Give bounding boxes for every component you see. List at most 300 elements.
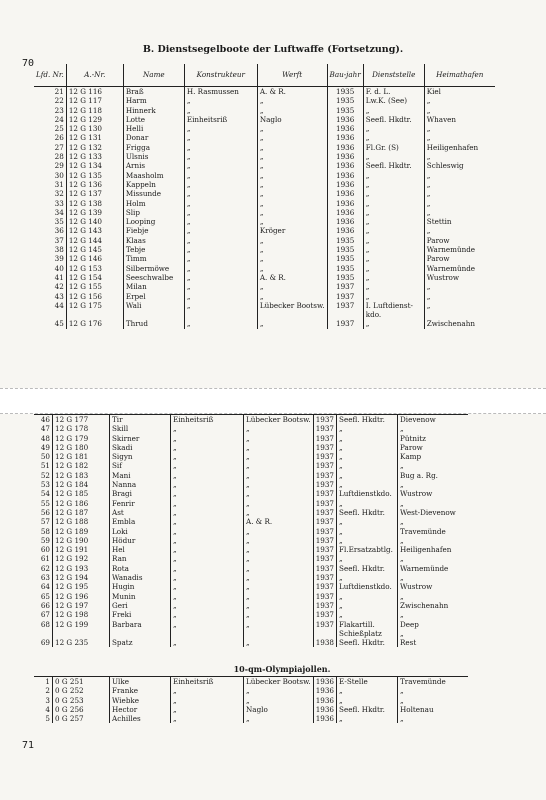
table-cell: „ — [337, 461, 398, 470]
table-cell: 4 — [34, 705, 53, 714]
table-cell: 55 — [34, 499, 53, 508]
table-cell: 56 — [34, 508, 53, 517]
table-cell: Looping — [123, 217, 184, 226]
table-cell: Einheitsriß — [184, 115, 257, 124]
table-cell: „ — [184, 96, 257, 105]
table-cell: Deep — [400, 619, 419, 629]
table-cell: „ — [171, 610, 244, 619]
table-cell: Ulke — [110, 677, 171, 687]
table-cell: 12 G 175 — [66, 301, 123, 310]
table-cell: „ — [244, 424, 314, 433]
table-cell: 12 G 116 — [66, 87, 123, 97]
table-cell: 32 — [34, 189, 66, 198]
table-cell: Wustrow — [426, 272, 459, 282]
table-cell: „ — [244, 461, 314, 470]
table-row — [34, 189, 495, 198]
table-cell: Sif — [110, 461, 171, 470]
table-cell: „ — [244, 696, 314, 705]
table-cell: „ — [184, 124, 257, 133]
table-cell: „ — [257, 106, 327, 115]
table-cell: Missunde — [123, 189, 184, 198]
table-cell: 1937 — [313, 452, 336, 461]
table-row — [34, 527, 468, 536]
table-cell: 1936 — [313, 714, 336, 723]
table-cell: 67 — [34, 610, 53, 619]
table-cell: Hector — [110, 705, 171, 714]
table-cell: 24 — [34, 115, 66, 124]
table-cell: „ — [337, 686, 398, 695]
table-row — [34, 508, 468, 517]
table-cell: „ — [257, 208, 327, 217]
table-cell: „ — [257, 236, 327, 245]
table-row — [34, 714, 468, 723]
table-cell: „ — [426, 152, 431, 162]
table-cell: 12 G 133 — [66, 152, 123, 161]
table-cell: „ — [171, 452, 244, 461]
table-cell: 48 — [34, 434, 53, 443]
table-cell: Embla — [110, 517, 171, 526]
table-cell: 5 — [34, 714, 53, 723]
table-cell: West-Dievenow — [400, 507, 456, 517]
table-cell: Warnemünde — [426, 263, 476, 273]
table-cell: „ — [337, 424, 398, 433]
column-header: Bau-jahr — [327, 64, 363, 87]
table-cell: „ — [363, 189, 424, 198]
table-cell: „ — [184, 152, 257, 161]
table-cell: 33 — [34, 199, 66, 208]
column-header: Heimathafen — [424, 64, 495, 87]
table-cell: Travemünde — [398, 677, 469, 687]
table-cell: Skill — [110, 424, 171, 433]
table-cell: „ — [171, 471, 244, 480]
table-cell: „ — [257, 124, 327, 133]
table-cell: „ — [337, 443, 398, 452]
table-cell: Klaas — [123, 236, 184, 245]
table-row — [34, 471, 468, 480]
table-cell: Flakartill. — [337, 620, 398, 629]
table-cell: „ — [244, 536, 314, 545]
table-cell: Ran — [110, 554, 171, 563]
table-cell: 1937 — [313, 582, 336, 591]
table-cell: „ — [257, 245, 327, 254]
table-cell: Einheitsriß — [171, 677, 244, 687]
table-cell: 53 — [34, 480, 53, 489]
table-cell: Thrud — [123, 319, 184, 328]
table-cell: „ — [363, 226, 424, 235]
table-cell: A. & R. — [244, 517, 314, 526]
table-cell: „ — [400, 628, 404, 638]
table-cell: 12 G 199 — [53, 620, 110, 629]
table-row — [34, 461, 468, 470]
table-cell: Geri — [110, 601, 171, 610]
table-cell: 12 G 131 — [66, 133, 123, 142]
table-cell: Mani — [110, 471, 171, 480]
table-cell: 36 — [34, 226, 66, 235]
table-cell: „ — [171, 620, 244, 629]
table-cell: 34 — [34, 208, 66, 217]
table-cell: 23 — [34, 106, 66, 115]
table-cell: Holtenau — [400, 704, 434, 714]
table-cell: „ — [184, 208, 257, 217]
table-cell: „ — [171, 536, 244, 545]
table-row — [34, 282, 495, 291]
table-cell: „ — [257, 254, 327, 263]
table-cell: 1936 — [327, 161, 363, 170]
table-cell: „ — [171, 564, 244, 573]
table-cell: 12 G 137 — [66, 189, 123, 198]
table-cell: „ — [257, 96, 327, 105]
table-cell: 1936 — [327, 115, 363, 124]
table-cell: F. d. L. — [363, 87, 424, 97]
table-cell: 12 G 178 — [53, 424, 110, 433]
table-cell: „ — [337, 452, 398, 461]
table-cell: Lübecker Bootsw. — [244, 677, 314, 687]
table-row — [34, 236, 495, 245]
table-cell: „ — [400, 461, 404, 471]
table-cell — [327, 310, 363, 319]
table-cell: Luftdienstkdo. — [337, 489, 398, 498]
table-cell: „ — [171, 489, 244, 498]
table-cell: „ — [171, 480, 244, 489]
table-cell: „ — [257, 180, 327, 189]
table-cell: „ — [337, 434, 398, 443]
table-cell: 54 — [34, 489, 53, 498]
table-cell: 3 — [34, 696, 53, 705]
sheet-separator — [0, 388, 546, 414]
table-cell: „ — [363, 282, 424, 291]
table-cell: 62 — [34, 564, 53, 573]
table-cell: „ — [337, 696, 398, 705]
table-cell: „ — [171, 527, 244, 536]
table-cell: „ — [337, 471, 398, 480]
table-cell: 29 — [34, 161, 66, 170]
table-cell: „ — [171, 443, 244, 452]
table-cell: 12 G 132 — [66, 143, 123, 152]
table-cell: 12 G 190 — [53, 536, 110, 545]
table-cell: „ — [171, 601, 244, 610]
table-cell: „ — [400, 498, 404, 508]
table-row — [34, 545, 468, 554]
table-cell: Heiligenhafen — [400, 545, 452, 555]
table-cell: 45 — [34, 319, 66, 328]
table-cell: 1936 — [327, 217, 363, 226]
table-cell: 1935 — [327, 87, 363, 97]
table-cell: 58 — [34, 527, 53, 536]
table-cell: Bragi — [110, 489, 171, 498]
table-cell: „ — [337, 554, 398, 563]
table-cell: „ — [363, 273, 424, 282]
table-cell: 1936 — [327, 180, 363, 189]
table-cell: H. Rasmussen — [184, 87, 257, 97]
table-row — [34, 424, 468, 433]
table-cell: 59 — [34, 536, 53, 545]
table-cell: „ — [244, 508, 314, 517]
table-cell: Silbermöwe — [123, 264, 184, 273]
table-cell: 1937 — [327, 282, 363, 291]
table-cell: „ — [184, 199, 257, 208]
table-cell: Fl.Ersatzabtlg. — [337, 545, 398, 554]
table-cell: 12 G 197 — [53, 601, 110, 610]
table-cell: Rota — [110, 564, 171, 573]
table-cell: „ — [184, 189, 257, 198]
table-cell: Naglo — [257, 115, 327, 124]
table-cell: „ — [257, 161, 327, 170]
table-cell: kdo. — [363, 310, 424, 319]
table-cell: 1937 — [313, 601, 336, 610]
table-cell: 1937 — [313, 592, 336, 601]
table-cell: „ — [363, 245, 424, 254]
table-cell: 68 — [34, 620, 53, 629]
table-cell: „ — [337, 592, 398, 601]
table-cell: „ — [244, 434, 314, 443]
table-cell: 41 — [34, 273, 66, 282]
table-cell: Slip — [123, 208, 184, 217]
table-cell: 43 — [34, 292, 66, 301]
table-cell: Seeschwalbe — [123, 273, 184, 282]
table-cell: 12 G 143 — [66, 226, 123, 235]
table-cell — [110, 629, 171, 638]
table-cell: 12 G 183 — [53, 471, 110, 480]
table-cell: Franke — [110, 686, 171, 695]
table-row — [34, 254, 495, 263]
table-cell: Fl.Gr. (S) — [363, 143, 424, 152]
table-cell: „ — [184, 106, 257, 115]
table-cell: 52 — [34, 471, 53, 480]
table-row — [34, 208, 495, 217]
table-cell: Erpel — [123, 292, 184, 301]
table-cell: Maasholm — [123, 171, 184, 180]
table-cell: „ — [171, 705, 244, 714]
table-row — [34, 217, 495, 226]
column-header: Werft — [257, 64, 327, 87]
table-row — [34, 301, 495, 310]
table-cell: 57 — [34, 517, 53, 526]
table-cell: Timm — [123, 254, 184, 263]
table-cell: „ — [400, 517, 404, 527]
table-cell: 12 G 136 — [66, 180, 123, 189]
table-cell: Kamp — [400, 452, 422, 462]
table-cell: 12 G 140 — [66, 217, 123, 226]
table-cell: 12 G 117 — [66, 96, 123, 105]
table-cell: „ — [171, 638, 244, 647]
table-cell: Hugin — [110, 582, 171, 591]
table-cell: „ — [244, 554, 314, 563]
table-cell: 1936 — [327, 152, 363, 161]
table-cell: Parow — [426, 235, 450, 245]
table-row — [34, 582, 468, 591]
table-cell: „ — [244, 471, 314, 480]
table-cell: 12 G 235 — [53, 638, 110, 647]
table-cell: „ — [171, 554, 244, 563]
table-cell: Donar — [123, 133, 184, 142]
table-cell: Naglo — [244, 705, 314, 714]
table-cell: 1937 — [313, 517, 336, 526]
table-row — [34, 592, 468, 601]
table-cell: Stettin — [426, 217, 452, 227]
table-cell: Seefl. Hkdtr. — [337, 508, 398, 517]
table-cell: „ — [426, 226, 431, 236]
table-cell: Seefl. Hkdtr. — [337, 705, 398, 714]
table-cell: Ulsnis — [123, 152, 184, 161]
table-cell: 12 G 181 — [53, 452, 110, 461]
table-row — [34, 152, 495, 161]
table-cell: Wiebke — [110, 696, 171, 705]
table-cell: „ — [363, 264, 424, 273]
table-cell: 26 — [34, 133, 66, 142]
table-cell: „ — [363, 152, 424, 161]
table-cell: „ — [184, 292, 257, 301]
table-row — [34, 310, 495, 319]
table-cell: 12 G 153 — [66, 264, 123, 273]
table-cell: „ — [184, 217, 257, 226]
table-cell: 61 — [34, 554, 53, 563]
table-row — [34, 517, 468, 526]
table-cell: „ — [337, 517, 398, 526]
table-cell: A. & R. — [257, 87, 327, 97]
table-cell: 12 G 145 — [66, 245, 123, 254]
table-cell: 12 G 192 — [53, 554, 110, 563]
table-cell: Rest — [400, 638, 417, 648]
table-cell: 1937 — [313, 610, 336, 619]
table-cell — [171, 629, 244, 638]
boats-table-2 — [34, 414, 468, 647]
table-cell: „ — [257, 199, 327, 208]
table-cell: „ — [257, 264, 327, 273]
table-cell: 12 G 196 — [53, 592, 110, 601]
table-cell — [123, 310, 184, 319]
table-cell: Nanna — [110, 480, 171, 489]
table-cell — [244, 629, 314, 638]
table-cell: „ — [363, 236, 424, 245]
table-row — [34, 273, 495, 282]
table-cell: 12 G 129 — [66, 115, 123, 124]
table-cell: Wustrow — [400, 489, 433, 499]
table-cell: „ — [426, 170, 431, 180]
table-cell: „ — [337, 480, 398, 489]
table-cell: 12 G 194 — [53, 573, 110, 582]
table-row — [34, 143, 495, 152]
table-cell: „ — [400, 591, 404, 601]
table-cell: „ — [184, 180, 257, 189]
table-cell: „ — [426, 291, 431, 301]
table-cell: „ — [337, 527, 398, 536]
table-cell: 31 — [34, 180, 66, 189]
table-cell: 30 — [34, 171, 66, 180]
table-cell: „ — [257, 143, 327, 152]
table-cell: Zwischenahn — [426, 319, 475, 329]
column-header: Dienststelle — [363, 64, 424, 87]
table-cell: „ — [184, 264, 257, 273]
table-cell — [66, 310, 123, 319]
boats-table-1 — [34, 64, 495, 329]
table-cell: „ — [244, 527, 314, 536]
table-cell: 0 G 253 — [53, 696, 110, 705]
table-cell — [34, 629, 53, 638]
table-cell: 12 G 182 — [53, 461, 110, 470]
table-row — [34, 264, 495, 273]
table-row — [34, 610, 468, 619]
table-cell: „ — [400, 686, 404, 696]
table-cell: Pütnitz — [400, 433, 426, 443]
table-cell: E-Stelle — [337, 677, 398, 687]
table-cell: 37 — [34, 236, 66, 245]
table-cell: 12 G 138 — [66, 199, 123, 208]
table-cell: Wanadis — [110, 573, 171, 582]
table-row — [34, 620, 468, 629]
table-cell: „ — [363, 106, 424, 115]
table-cell: Braß — [123, 87, 184, 97]
table-cell: „ — [426, 179, 431, 189]
table-cell: 1937 — [313, 499, 336, 508]
table-row — [34, 133, 495, 142]
table-cell: „ — [257, 133, 327, 142]
table-cell: Heiligenhafen — [426, 142, 479, 152]
table-cell — [257, 310, 327, 319]
table-cell: 1936 — [327, 189, 363, 198]
table-cell: Helli — [123, 124, 184, 133]
table-cell: „ — [244, 686, 314, 695]
table-cell: 1935 — [327, 264, 363, 273]
table-cell: „ — [257, 282, 327, 291]
table-cell: 0 G 257 — [53, 714, 110, 723]
column-header: Lfd. Nr. — [34, 64, 66, 87]
table-cell: 25 — [34, 124, 66, 133]
table-cell: Seefl. Hkdtr. — [337, 415, 398, 425]
table-cell: „ — [363, 254, 424, 263]
table-cell: 49 — [34, 443, 53, 452]
table-cell: Wali — [123, 301, 184, 310]
table-cell: „ — [244, 443, 314, 452]
table-cell: 12 G 177 — [53, 415, 110, 425]
page-number-top: 70 — [22, 58, 35, 69]
table-cell: 1936 — [327, 171, 363, 180]
table-row — [34, 226, 495, 235]
table-row — [34, 434, 468, 443]
table-row — [34, 87, 495, 97]
table-cell: „ — [171, 461, 244, 470]
table-cell: 1937 — [313, 620, 336, 629]
table-cell: „ — [184, 171, 257, 180]
table-cell: Kiel — [426, 87, 441, 96]
table-cell: 1937 — [313, 480, 336, 489]
table-cell: 60 — [34, 545, 53, 554]
table-cell: „ — [184, 254, 257, 263]
table-cell: 38 — [34, 245, 66, 254]
table-cell: „ — [171, 696, 244, 705]
table-cell — [34, 310, 66, 319]
table-row — [34, 638, 468, 647]
table-cell: „ — [257, 292, 327, 301]
table-row — [34, 124, 495, 133]
table-cell: 0 G 252 — [53, 686, 110, 695]
table-cell: 1937 — [313, 527, 336, 536]
table-row — [34, 443, 468, 452]
table-row — [34, 452, 468, 461]
table-cell: Seefl. Hkdtr. — [363, 115, 424, 124]
table-cell: 1936 — [327, 208, 363, 217]
table-cell: „ — [171, 434, 244, 443]
table-cell: Wustrow — [400, 582, 433, 592]
table-cell: 0 G 256 — [53, 705, 110, 714]
table-row — [34, 564, 468, 573]
page-number-bottom: 71 — [22, 740, 35, 751]
table-cell: Lw.K. (See) — [363, 96, 424, 105]
table-cell: Frigga — [123, 143, 184, 152]
table-cell: 1936 — [327, 124, 363, 133]
table-cell: Schleswig — [426, 161, 464, 171]
table-cell: „ — [426, 207, 431, 217]
table-cell: Parow — [400, 442, 423, 452]
